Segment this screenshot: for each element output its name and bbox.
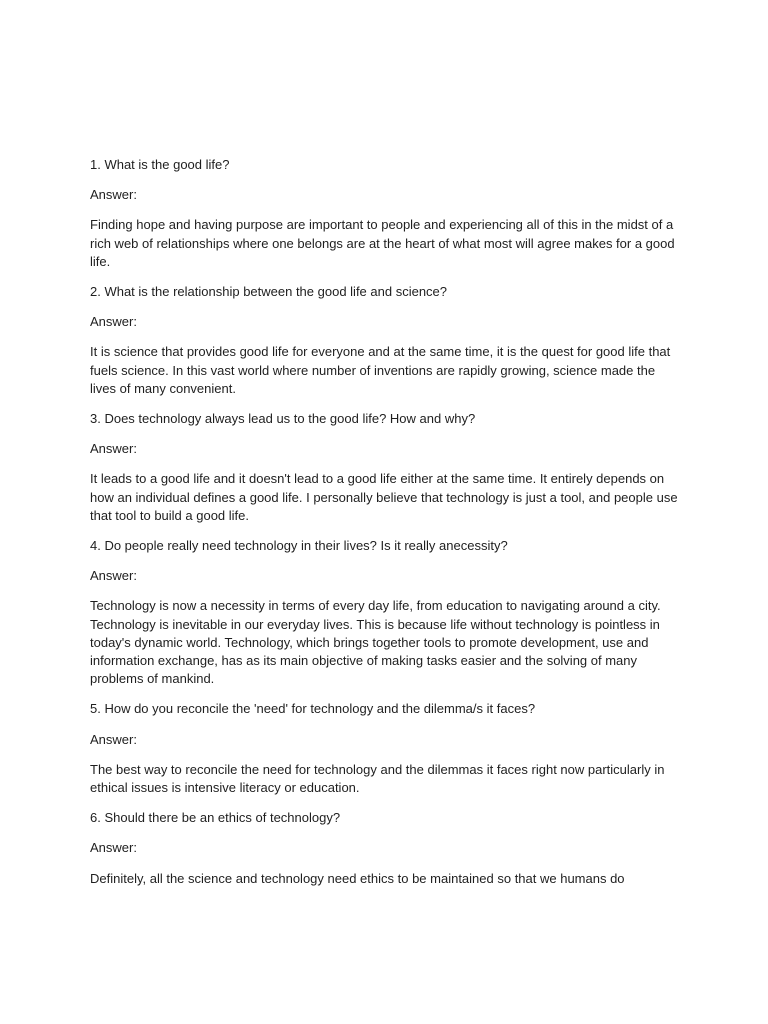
question-6: 6. Should there be an ethics of technology?	[90, 810, 341, 826]
question-2: 2. What is the relationship between the good life and science?	[90, 284, 448, 300]
answer-label-6: Answer:	[90, 840, 137, 856]
answer-label-2: Answer:	[90, 314, 137, 330]
question-5: 5. How do you reconcile the 'need' for technology and the dilemma/s it faces?	[90, 701, 536, 717]
question-3: 3. Does technology always lead us to the good life? How and why?	[90, 411, 476, 427]
answer-label-5: Answer:	[90, 731, 137, 747]
document-page	[90, 156, 680, 900]
answer-label-3: Answer:	[90, 441, 137, 457]
answer-4: Technology is now a necessity in terms of every day life, from education to navigating around a city. Technology is inevitable in our everyday lives. This is because life without technology is pointless in today's dynamic world. Technology, which brings together tools to promote development, use and information exchange, has as its main objective of making tasks easier and the solving of many problems of mankind.	[90, 598, 661, 687]
answer-1: Finding hope and having purpose are important to people and experiencing all of this in the midst of a rich web of relationships where one belongs are at the heart of what most will agree makes for a good life.	[90, 217, 675, 269]
question-4: 4. Do people really need technology in their lives? Is it really anecessity?	[90, 538, 508, 554]
answer-2: It is science that provides good life for everyone and at the same time, it is the quest for good life that fuels science. In this vast world where number of inventions are rapidly growing, science made the lives of many convenient.	[90, 344, 671, 396]
answer-label-4: Answer:	[90, 568, 137, 584]
answer-label-1: Answer:	[90, 187, 137, 203]
question-1: 1. What is the good life?	[90, 157, 230, 172]
answer-6: Definitely, all the science and technology need ethics to be maintained so that we humans do	[90, 870, 625, 886]
answer-3: It leads to a good life and it doesn't lead to a good life either at the same time. It entirely depends on how an individual defines a good life. I personally believe that technology is just a tool, and people use that tool to build a good life.	[90, 471, 678, 523]
answer-5: The best way to reconcile the need for technology and the dilemmas it faces right now particularly in ethical issues is intensive literacy or education.	[90, 761, 665, 796]
